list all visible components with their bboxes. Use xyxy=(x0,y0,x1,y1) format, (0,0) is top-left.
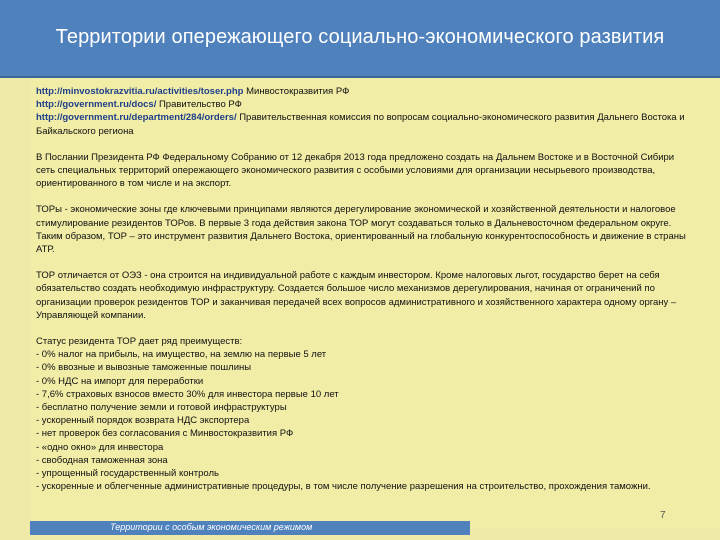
benefit-item: - ускоренный порядок возврата НДС экспортера xyxy=(36,415,250,427)
footer-text: Территории с особым экономическим режимом xyxy=(110,522,313,532)
benefit-item: - 0% НДС на импорт для переработки xyxy=(36,375,204,387)
spacer xyxy=(36,190,692,203)
link-government-docs[interactable]: http://government.ru/docs/ xyxy=(36,99,157,111)
spacer xyxy=(36,322,692,335)
benefit-item: - нет проверок без согласования с Минвостокразвития РФ xyxy=(36,428,294,440)
benefit-item: - бесплатно получение земли и готовой инфраструктуры xyxy=(36,402,287,414)
link-label: Минвостокразвития РФ xyxy=(243,86,350,97)
slide-title: Территории опережающего социально-экономического развития xyxy=(55,26,665,48)
slide-body xyxy=(36,85,692,493)
slide-header xyxy=(0,0,720,78)
benefit-item: - ускоренные и облегченные административные процедуры, в том числе получение разрешения на строительство, прохождения таможни. xyxy=(36,481,651,493)
link-row xyxy=(36,85,692,98)
link-label: Правительственная комиссия по вопросам социально-экономического развития Дальнего Востока и Байкальского региона xyxy=(36,112,685,137)
footer-bar xyxy=(30,521,470,535)
paragraph-message: В Послании Президента РФ Федеральному Собранию от 12 декабря 2013 года предложено создать на Дальнем Востоке и в Восточной Сибири сеть специальных территорий опережающего экономического развития с особыми условиями для организации несырьевого производства, ориентированного в том числе и на экспорт. xyxy=(36,151,675,190)
spacer xyxy=(36,138,692,151)
page-number: 7 xyxy=(660,510,666,521)
link-row xyxy=(36,98,692,111)
link-government-orders[interactable]: http://government.ru/department/284/orders/ xyxy=(36,112,237,124)
benefit-item: - «одно окно» для инвестора xyxy=(36,441,164,453)
benefit-item: - 7,6% страховых взносов вместо 30% для инвестора первые 10 лет xyxy=(36,388,339,400)
paragraph-tor-vs-oez: ТОР отличается от ОЭЗ - она строится на индивидуальной работе с каждым инвестором. Кроме налоговых льгот, государство берет на себя обязательство создать необходимую инфраструктуру. Создается большое число механизмов дерегулирования, начиная от ограничений по организации проверок резидентов ТОР и заканчивая передачей всех вопросов административного и хозяйственного характера одному органу – Управляющей компании. xyxy=(36,270,677,321)
benefit-item: - упрощенный государственный контроль xyxy=(36,468,219,480)
status-heading: Статус резидента ТОР дает ряд преимуществ: xyxy=(36,336,243,348)
link-row xyxy=(36,111,692,137)
benefit-item: - 0% налог на прибыль, на имущество, на землю на первые 5 лет xyxy=(36,349,327,361)
link-minvostok[interactable]: http://minvostokrazvitia.ru/activities/toser.php xyxy=(36,86,244,97)
paragraph-tor-zones: ТОРы - экономические зоны где ключевыми принципами являются дерегулирование экономической и хозяйственной деятельности и налоговое стимулирование резидентов ТОРов. В первые 3 года действия закона ТОР могут создаваться только в Дальневосточном федеральном округе. Таким образом, ТОР – это инструмент развития Дальнего Востока, ориентированный на глобальную конкурентоспособность и движение в страны АТР. xyxy=(36,204,686,256)
link-label: Правительство РФ xyxy=(156,99,242,111)
spacer xyxy=(36,256,692,269)
benefit-item: - 0% ввозные и вывозные таможенные пошлины xyxy=(36,362,252,374)
benefit-item: - свободная таможенная зона xyxy=(36,454,168,466)
